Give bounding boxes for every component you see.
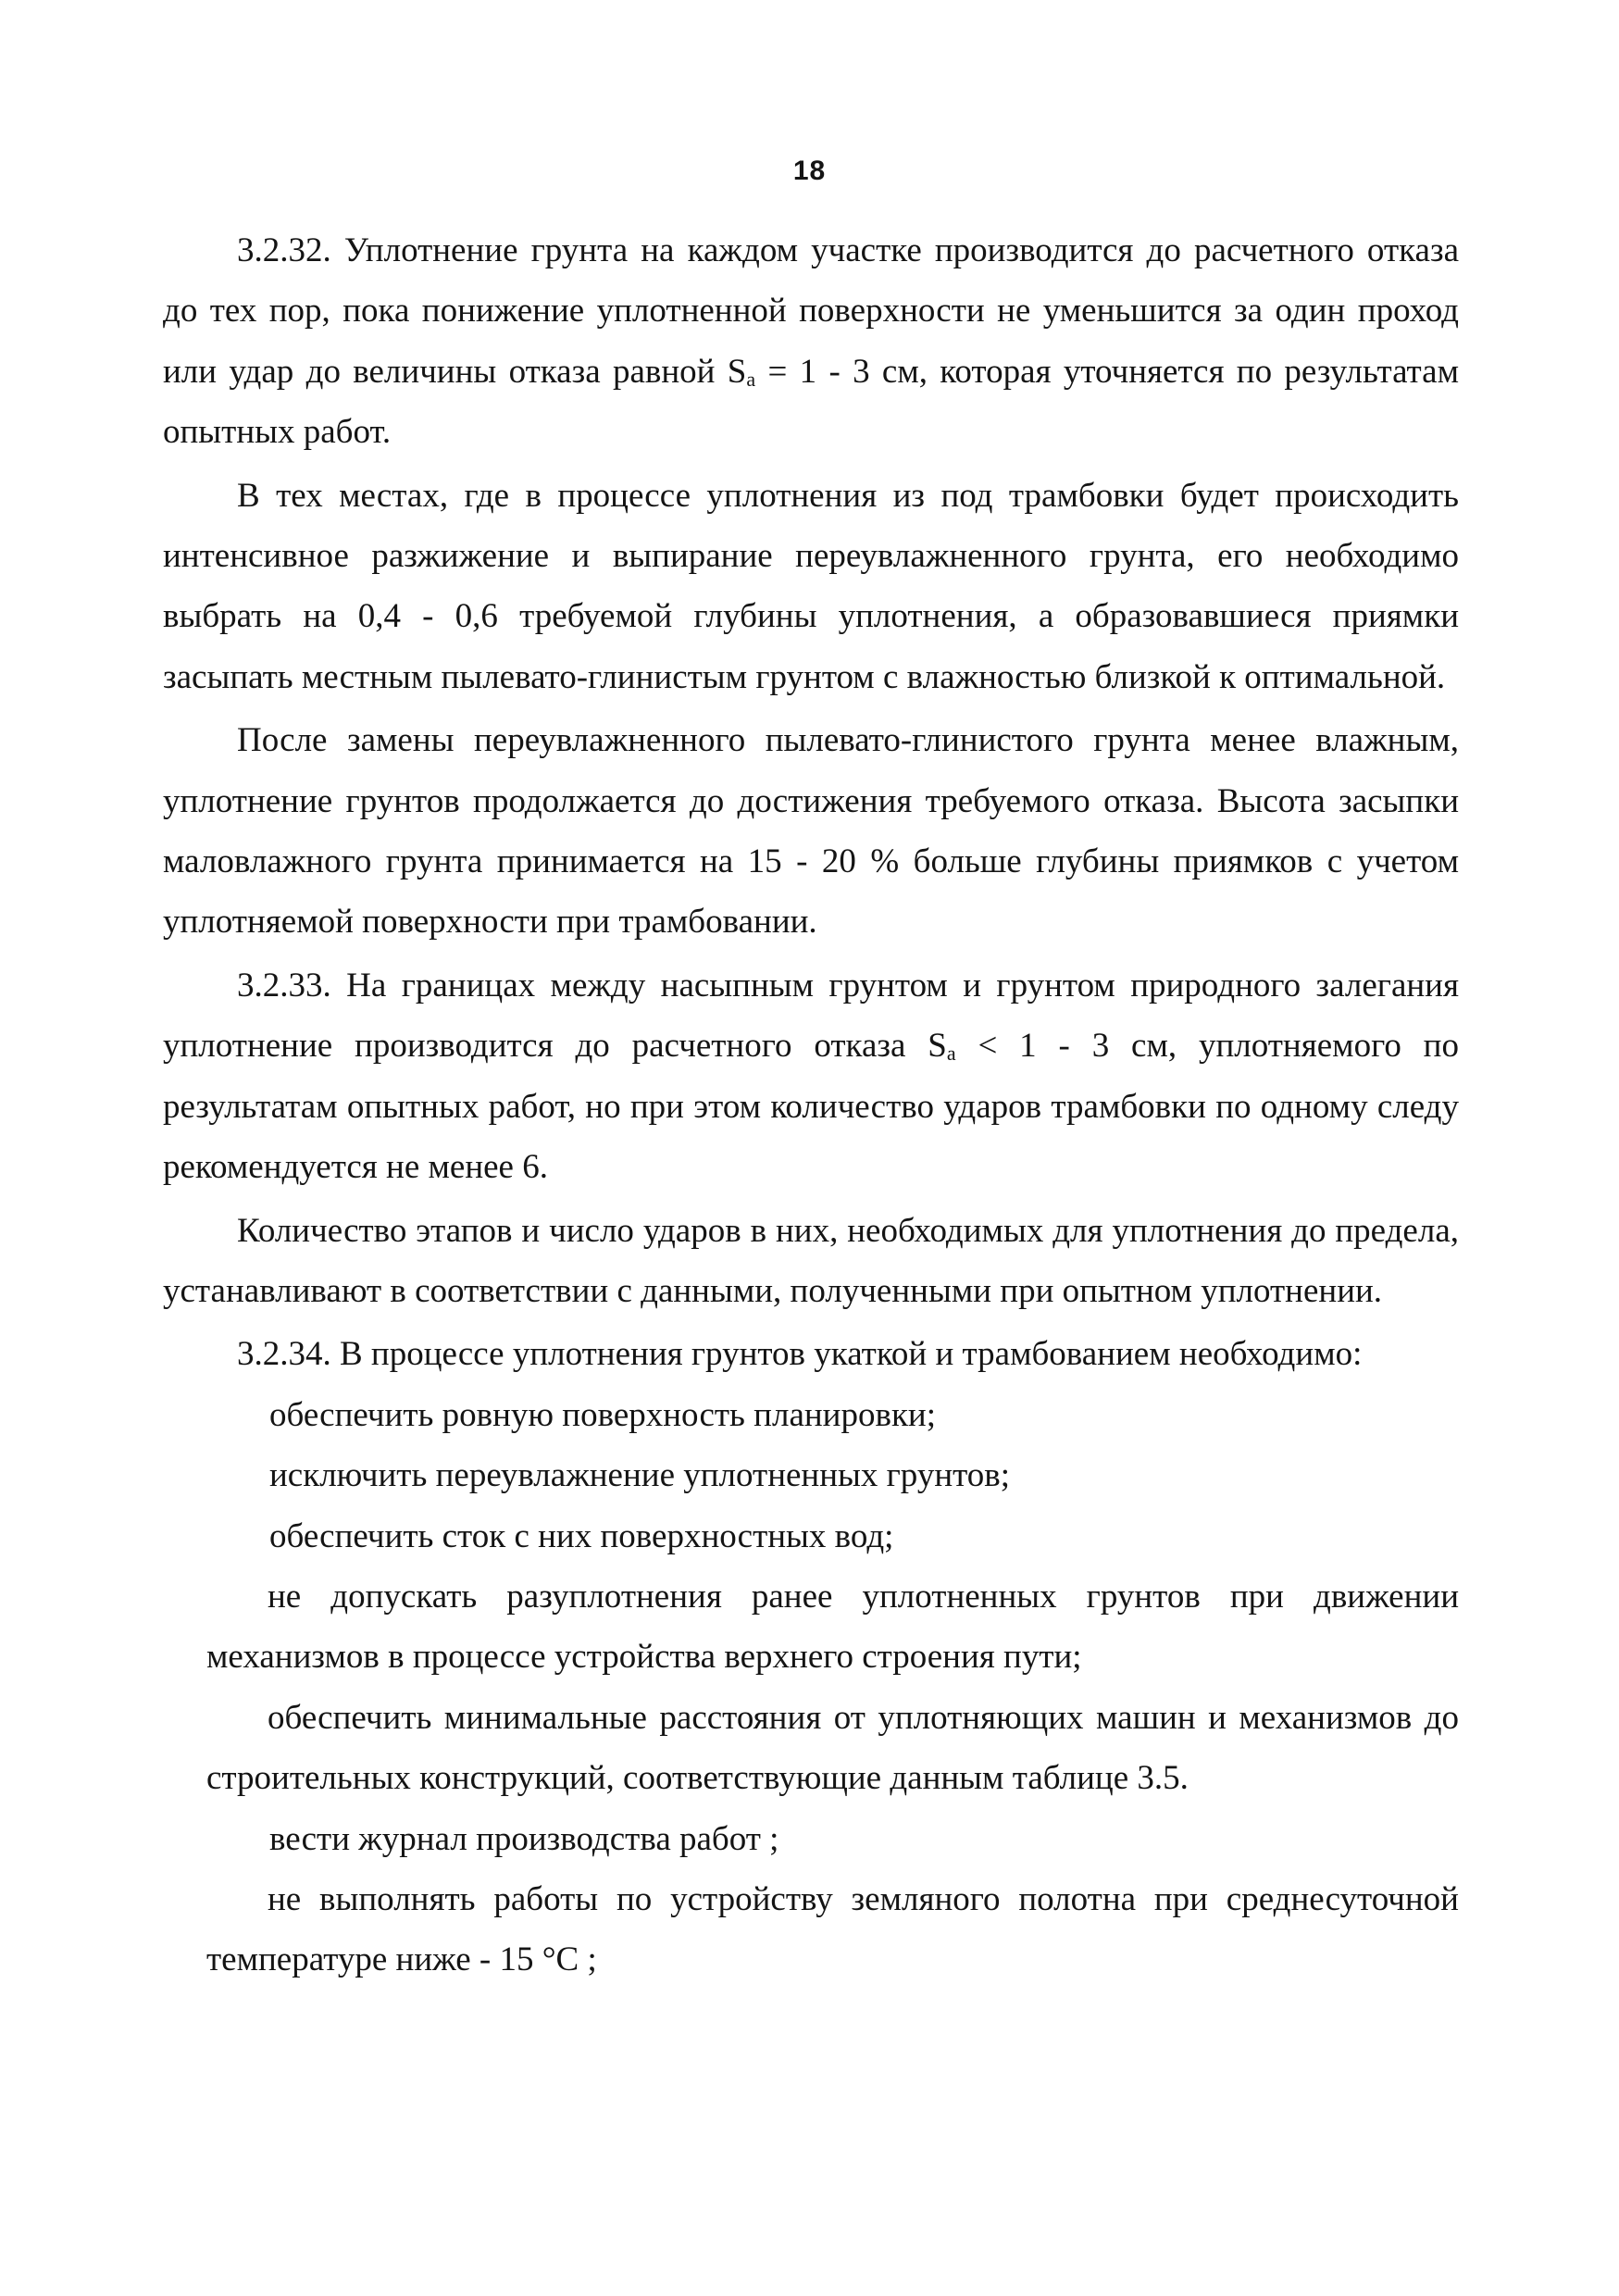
paragraph-text: 3.2.33. На границах между насыпным грунтом и грунтом природного залегания уплотнение производится до расчетного отказа S: [163, 966, 1459, 1066]
subscript-a: a: [946, 1042, 956, 1066]
list-item: исключить переувлажнение уплотненных грунтов;: [269, 1456, 1011, 1495]
list-item: обеспечить сток с них поверхностных вод;: [269, 1516, 894, 1555]
list-item: обеспечить ровную поверхность планировки;: [269, 1395, 937, 1434]
document-body: [163, 220, 1459, 1990]
list-item: не выполнять работы по устройству земляного полотна при среднесуточной температуре ниже - 15 °С ;: [206, 1879, 1459, 1979]
paragraph-3-2-34: 3.2.34. В процессе уплотнения грунтов укаткой и трамбованием необходимо:: [237, 1335, 1363, 1374]
list-item: вести журнал производства работ ;: [269, 1819, 779, 1858]
paragraph-stages: Количество этапов и число ударов в них, необходимых для уплотнения до предела, устанавливают в соответствии с данными, полученными при опытном уплотнении.: [163, 1211, 1459, 1310]
paragraph-text: 3.2.32. Уплотнение грунта на каждом участке производится до расчетного отказа до тех пор, пока понижение уплотненной поверхности не уменьшится за один проход или удар до величины отказа равной S: [163, 231, 1459, 391]
subscript-a: a: [746, 367, 756, 391]
paragraph-text-tail: < 1 - 3 см, уплотняемого по результатам опытных работ, но при этом количество ударов трамбовки по одному следу рекомендуется не менее 6.: [163, 1027, 1459, 1187]
paragraph-text-tail: = 1 - 3 см, которая уточняется по результатам опытных работ.: [163, 352, 1459, 452]
paragraph-3-2-32: [163, 220, 1459, 463]
paragraph-replacement: После замены переувлажненного пылевато-глинистого грунта менее влажным, уплотнение грунтов продолжается до достижения требуемого отказа. Высота засыпки маловлажного грунта принимается на 15 - 20 % больше глубины приямков с учетом уплотняемой поверхности при трамбовании.: [163, 721, 1459, 942]
page-number: 18: [792, 156, 827, 186]
paragraph-liquefaction: В тех местах, где в процессе уплотнения из под трамбовки будет происходить интенсивное разжижение и выпирание переувлажненного грунта, его необходимо выбрать на 0,4 - 0,6 требуемой глубины уплотнения, а образовавшиеся приямки засыпать местным пылевато-глинистым грунтом с влажностью близкой к оптимальной.: [163, 476, 1459, 696]
paragraph-3-2-33: [163, 955, 1459, 1198]
list-item: не допускать разуплотнения ранее уплотненных грунтов при движении механизмов в процессе устройства верхнего строения пути;: [206, 1577, 1459, 1677]
list-item: обеспечить минимальные расстояния от уплотняющих машин и механизмов до строительных конструкций, соответствующие данным таблице 3.5.: [206, 1698, 1459, 1798]
